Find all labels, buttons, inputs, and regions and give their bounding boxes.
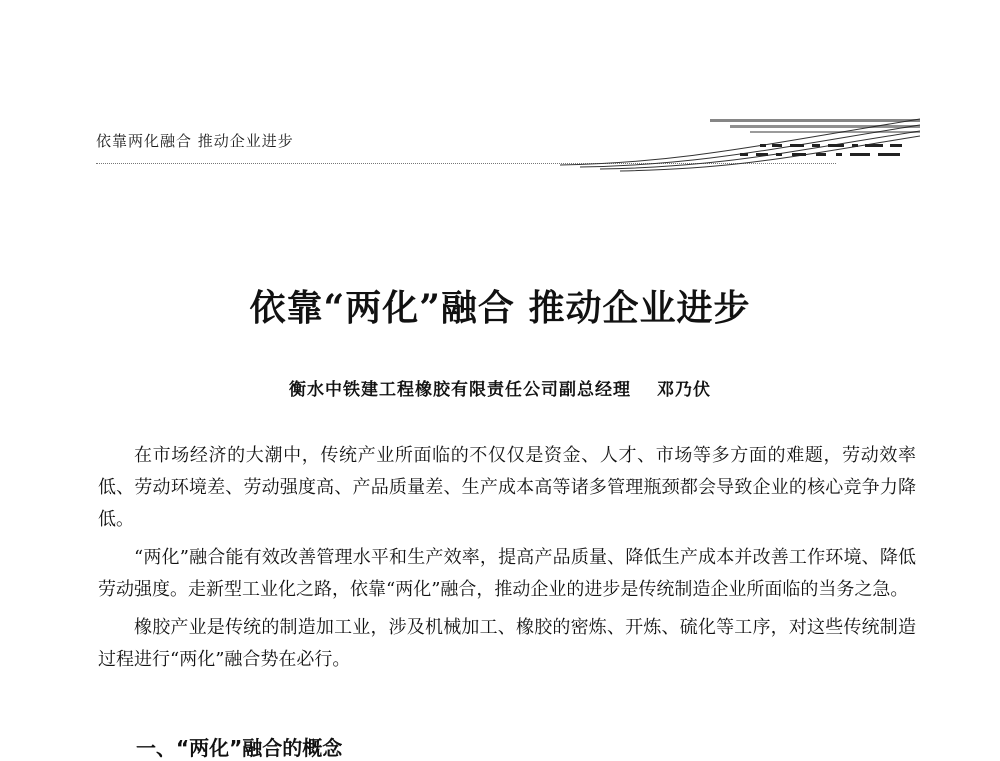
body-text xyxy=(98,440,916,676)
paragraph: 在市场经济的大潮中，传统产业所面临的不仅仅是资金、人才、市场等多方面的难题，劳动效率低、劳动环境差、劳动强度高、产品质量差、生产成本高等诸多管理瓶颈都会导致企业的核心竞争力降低。 xyxy=(98,445,916,530)
running-header: 依靠两化融合 推动企业进步 xyxy=(96,132,294,150)
author-affiliation: 衡水中铁建工程橡胶有限责任公司副总经理 xyxy=(289,380,631,400)
header-decoration xyxy=(560,105,920,180)
section-heading: 一、“两化”融合的概念 xyxy=(136,736,343,760)
paragraph: “两化”融合能有效改善管理水平和生产效率，提高产品质量、降低生产成本并改善工作环境、降低劳动强度。走新型工业化之路，依靠“两化”融合，推动企业的进步是传统制造企业所面临的当务之急。 xyxy=(98,547,916,600)
paragraph: 橡胶产业是传统的制造加工业，涉及机械加工、橡胶的密炼、开炼、硫化等工序，对这些传统制造过程进行“两化”融合势在必行。 xyxy=(98,617,916,670)
author-name: 邓乃伏 xyxy=(657,380,711,400)
article-title: 依靠“两化”融合 推动企业进步 xyxy=(249,287,751,329)
byline xyxy=(0,375,1000,400)
